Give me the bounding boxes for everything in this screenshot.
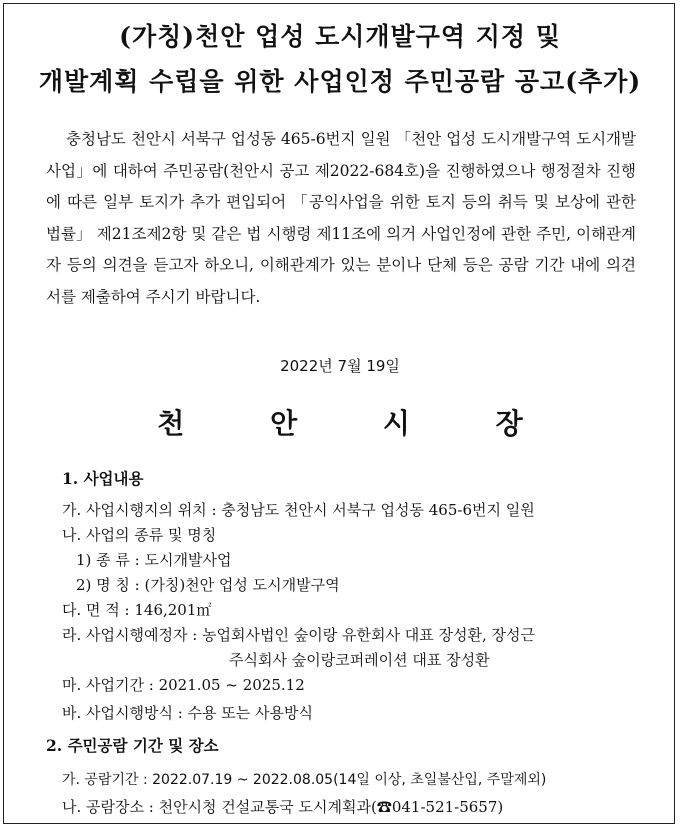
project-name: 2) 명 칭 : (가칭)천안 업성 도시개발구역 [76, 576, 340, 594]
notice-body-paragraph: 충청남도 천안시 서북구 업성동 465-6번지 일원 「천안 업성 도시개발구역 도시개발사업」에 대하여 주민공람(천안시 공고 제2022-684호)을 진행하였으나 행정절차 진행에 따른 일부 토지가 추가 편입되어 「공익사업을 위한 토지 등의 취득 및 보상에 관한 법률」 제21조제2항 및 같은 법 시행령 제11조에 의거 사업인정에 관한 주민, 이해관계자 등의 의견을 듣고자 하오니, 이해관계가 있는 분이나 단체 등은 공람 기간 내에 의견서를 제출하여 주시기 바랍니다. [46, 130, 636, 306]
notice-date: 2022년 7월 19일 [280, 357, 400, 375]
project-period: 마. 사업기간 : 2021.05 ~ 2025.12 [62, 676, 305, 694]
project-method: 바. 사업시행방식 : 수용 또는 사용방식 [62, 704, 314, 722]
project-operator: 라. 사업시행예정자 : 농업회사법인 숲이랑 유한회사 대표 장성환, 장성근 [62, 626, 535, 644]
notice-title-line2: 개발계획 수립을 위한 사업인정 주민공람 공고(추가) [38, 67, 642, 96]
section2-heading: 2. 주민공람 기간 및 장소 [46, 736, 219, 755]
project-location: 가. 사업시행지의 위치 : 충청남도 천안시 서북구 업성동 465-6번지 일원 [62, 501, 535, 519]
project-operator-continued: 주식회사 숲이랑코퍼레이션 대표 장성환 [229, 651, 490, 669]
section1-heading: 1. 사업내용 [62, 469, 144, 488]
notice-title-line1: (가칭)천안 업성 도시개발구역 지정 및 [119, 22, 561, 51]
issuer-name: 천 안 시 장 [157, 407, 561, 440]
notice-body [46, 124, 636, 313]
project-type-name-heading: 나. 사업의 종류 및 명칭 [62, 526, 217, 544]
inspection-place: 나. 공람장소 : 천안시청 건설교통국 도시계획과(☎041-521-5657) [62, 798, 504, 816]
inspection-period: 가. 공람기간 : 2022.07.19 ~ 2022.08.05(14일 이상, 초일불산입, 주말제외) [62, 772, 547, 788]
project-type: 1) 종 류 : 도시개발사업 [76, 551, 232, 569]
project-area: 다. 면 적 : 146,201㎡ [62, 601, 212, 619]
